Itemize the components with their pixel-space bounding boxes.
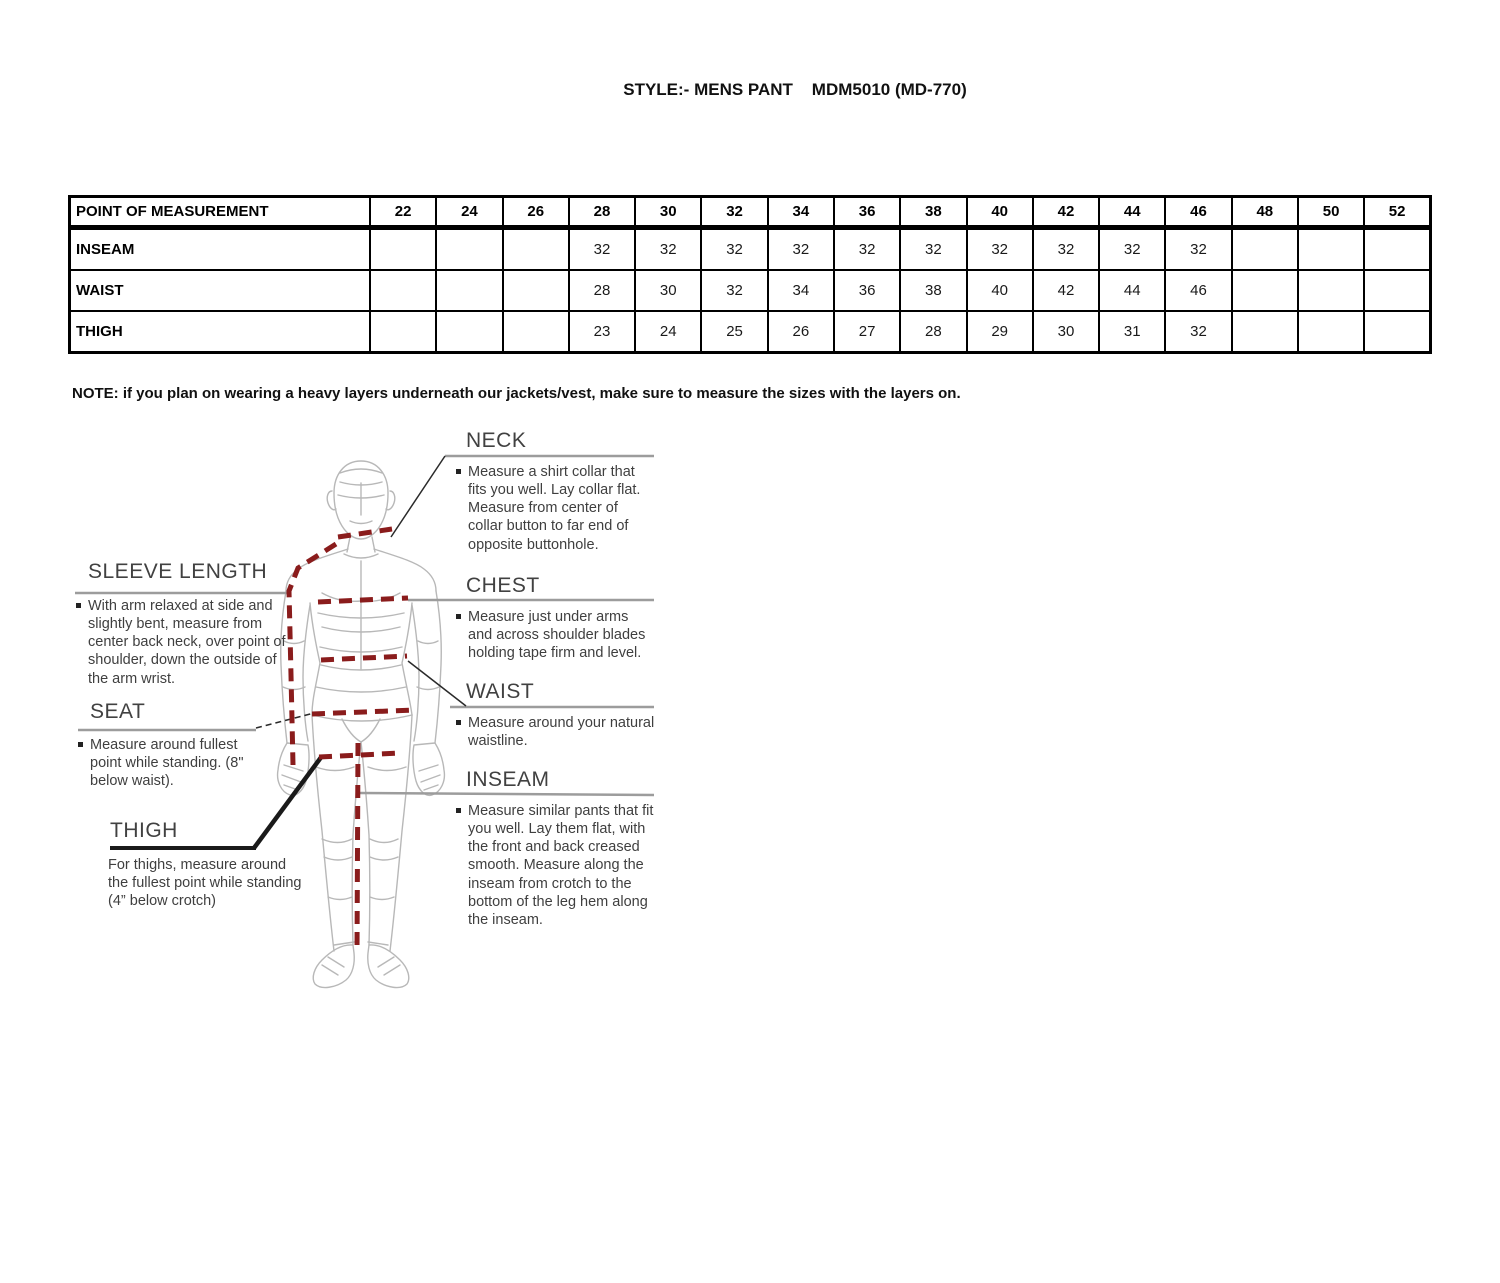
size-value-cell	[370, 228, 436, 271]
size-value-cell	[436, 228, 502, 271]
size-table-body	[70, 228, 1431, 353]
size-value-cell: 32	[635, 228, 701, 271]
size-value-cell	[1232, 228, 1298, 271]
size-value-cell: 30	[635, 270, 701, 311]
size-value-cell: 46	[1165, 270, 1231, 311]
size-column-header: 30	[635, 197, 701, 228]
size-column-header: 50	[1298, 197, 1364, 228]
size-value-cell	[1232, 311, 1298, 353]
sleeve-length-label: SLEEVE LENGTH	[88, 560, 268, 583]
neck-measure-line	[338, 529, 392, 537]
size-value-cell	[503, 311, 569, 353]
size-column-header: 34	[768, 197, 834, 228]
size-value-cell	[1364, 228, 1430, 271]
waist-leader-line	[408, 661, 466, 706]
size-column-header: 42	[1033, 197, 1099, 228]
size-value-cell: 36	[834, 270, 900, 311]
size-value-cell: 32	[569, 228, 635, 271]
table-row	[70, 311, 1431, 353]
page-title: STYLE:- MENS PANT MDM5010 (MD-770)	[623, 80, 967, 99]
thigh-instructions: For thighs, measure around the fullest point while standing (4” below crotch)	[108, 857, 302, 910]
size-value-cell	[1298, 228, 1364, 271]
size-column-header: 32	[701, 197, 767, 228]
sleeve-length-instructions: With arm relaxed at side and slightly bent, measure from center back neck, over point of shoulder, down the outside of the arm wrist.	[76, 597, 292, 688]
size-table-container	[68, 195, 1432, 354]
size-value-cell	[436, 270, 502, 311]
size-column-header: 26	[503, 197, 569, 228]
bullet-icon	[456, 614, 461, 619]
note-text: NOTE: if you plan on wearing a heavy layers underneath our jackets/vest, make sure to measure the sizes with the layers on.	[72, 385, 961, 402]
thigh-leader-line	[254, 756, 322, 848]
size-value-cell: 27	[834, 311, 900, 353]
size-value-cell: 32	[967, 228, 1033, 271]
size-value-cell: 23	[569, 311, 635, 353]
waist-measure-line	[321, 656, 407, 660]
size-value-cell: 25	[701, 311, 767, 353]
chest-measure-line	[318, 598, 408, 602]
size-value-cell	[503, 270, 569, 311]
size-value-cell	[1298, 270, 1364, 311]
size-table	[68, 195, 1432, 354]
table-row	[70, 270, 1431, 311]
size-value-cell: 42	[1033, 270, 1099, 311]
inseam-label: INSEAM	[466, 768, 550, 791]
size-value-cell: 32	[701, 228, 767, 271]
size-value-cell: 24	[635, 311, 701, 353]
bullet-icon	[456, 808, 461, 813]
size-column-header: 38	[900, 197, 966, 228]
size-value-cell: 30	[1033, 311, 1099, 353]
bullet-icon	[78, 742, 83, 747]
chest-instructions: Measure just under arms and across shoulder blades holding tape firm and level.	[456, 608, 656, 662]
point-of-measurement-header: POINT OF MEASUREMENT	[70, 197, 371, 228]
size-value-cell: 32	[900, 228, 966, 271]
size-value-cell: 32	[1033, 228, 1099, 271]
size-value-cell: 28	[569, 270, 635, 311]
seat-label: SEAT	[90, 700, 146, 723]
size-value-cell	[1364, 270, 1430, 311]
size-value-cell: 31	[1099, 311, 1165, 353]
inseam-instructions: Measure similar pants that fit you well. Lay them flat, with the front and back creased smooth. Measure along the inseam from crotch to the bottom of the leg hem along the inseam.	[456, 802, 658, 929]
size-column-header: 44	[1099, 197, 1165, 228]
size-value-cell	[436, 311, 502, 353]
inseam-measure-line	[357, 743, 358, 952]
inseam-underline	[360, 793, 654, 795]
size-value-cell: 32	[701, 270, 767, 311]
neck-leader-line	[391, 456, 445, 537]
row-label: WAIST	[70, 270, 371, 311]
waist-label: WAIST	[466, 680, 535, 703]
seat-measure-line	[312, 710, 415, 714]
bullet-icon	[456, 720, 461, 725]
size-column-header: 24	[436, 197, 502, 228]
neck-label: NECK	[466, 429, 527, 452]
size-column-header: 52	[1364, 197, 1430, 228]
size-value-cell	[1364, 311, 1430, 353]
size-value-cell: 32	[1099, 228, 1165, 271]
size-value-cell: 34	[768, 270, 834, 311]
size-value-cell: 29	[967, 311, 1033, 353]
size-value-cell: 32	[768, 228, 834, 271]
size-column-header: 22	[370, 197, 436, 228]
size-value-cell	[503, 228, 569, 271]
measurement-diagram	[60, 425, 720, 1005]
size-value-cell: 38	[900, 270, 966, 311]
size-column-header: 48	[1232, 197, 1298, 228]
size-value-cell	[370, 311, 436, 353]
size-value-cell: 26	[768, 311, 834, 353]
size-table-head-row	[70, 197, 1431, 228]
waist-instructions: Measure around your natural waistline.	[456, 714, 656, 750]
size-value-cell: 28	[900, 311, 966, 353]
seat-instructions: Measure around fullest point while standing. (8" below waist).	[78, 736, 263, 790]
size-value-cell: 40	[967, 270, 1033, 311]
row-label: INSEAM	[70, 228, 371, 271]
table-row	[70, 228, 1431, 271]
size-column-header: 36	[834, 197, 900, 228]
size-value-cell	[370, 270, 436, 311]
size-value-cell: 32	[1165, 311, 1231, 353]
neck-instructions: Measure a shirt collar that fits you well. Lay collar flat. Measure from center of collar button to far end of opposite buttonhole.	[456, 463, 656, 554]
size-value-cell	[1232, 270, 1298, 311]
row-label: THIGH	[70, 311, 371, 353]
chest-label: CHEST	[466, 574, 540, 597]
bullet-icon	[456, 469, 461, 474]
thigh-label: THIGH	[110, 819, 178, 842]
size-value-cell	[1298, 311, 1364, 353]
size-column-header: 40	[967, 197, 1033, 228]
size-column-header: 46	[1165, 197, 1231, 228]
size-value-cell: 32	[1165, 228, 1231, 271]
size-value-cell: 44	[1099, 270, 1165, 311]
size-column-header: 28	[569, 197, 635, 228]
bullet-icon	[76, 603, 81, 608]
size-value-cell: 32	[834, 228, 900, 271]
